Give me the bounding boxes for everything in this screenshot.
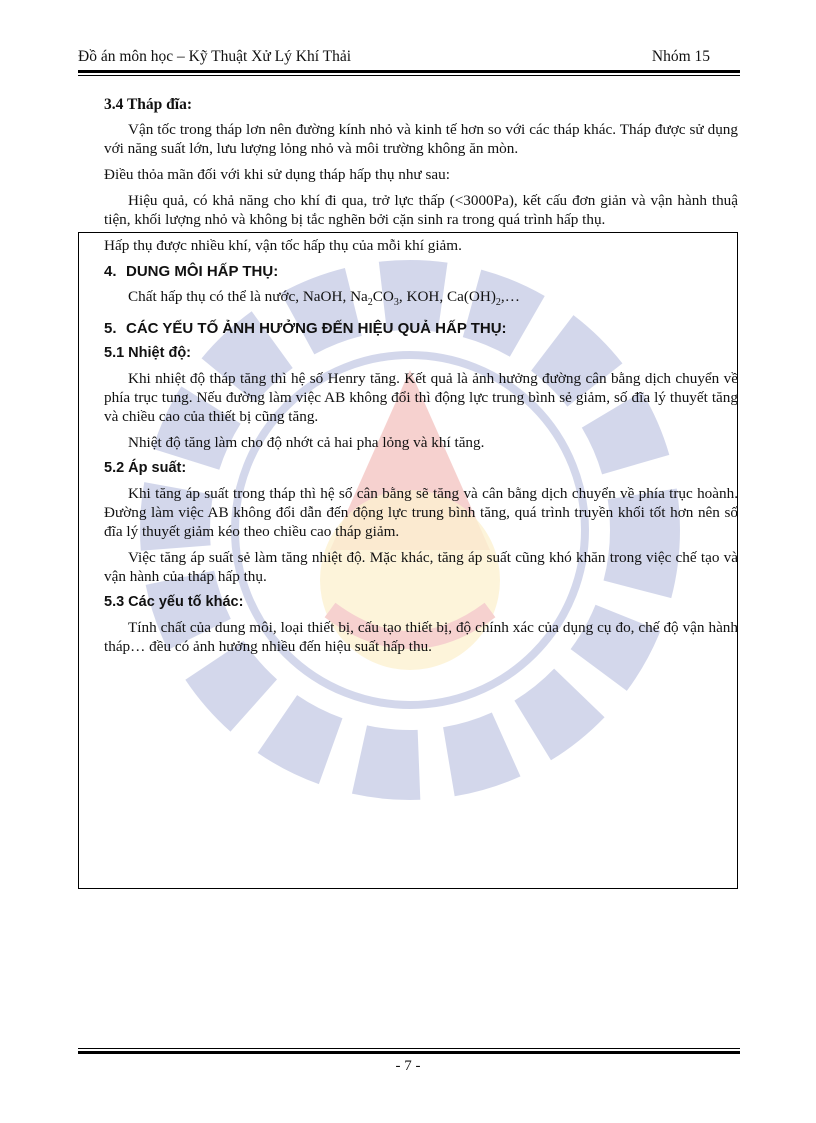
section-title: DUNG MÔI HẤP THỤ: <box>126 263 279 280</box>
paragraph: Điều thỏa mãn đối với khi sử dụng tháp hấp thụ như sau: <box>104 166 450 183</box>
heading-5 <box>104 319 738 338</box>
text-run: , KOH, Ca(OH) <box>398 288 496 305</box>
page-number: - 7 - <box>395 1058 421 1074</box>
paragraph: Nhiệt độ tăng làm cho độ nhớt cả hai pha lỏng và khí tăng. <box>128 434 485 452</box>
text-run: Chất hấp thụ có thể là nước, NaOH, Na <box>128 288 368 305</box>
heading-5-2: 5.2 Áp suất: <box>104 460 187 477</box>
paragraph: Khi nhiệt độ tháp tăng thì hệ số Henry tăng. Kết quả là ảnh hưởng đường cân bằng dịch chuyển về phía trục tung. Nếu đường làm việc AB không đổi thì động lực trung bình sẻ giảm, số đĩa lý thuyết tăng và chiều cao của thiết bị cũng tăng. <box>104 370 738 426</box>
heading-3-4: 3.4 Tháp đĩa: <box>104 96 193 113</box>
paragraph: Vận tốc trong tháp lơn nên đường kính nhỏ và kinh tế hơn so với các tháp khác. Tháp được sử dụng với năng suất lớn, lưu lượng lỏng nhỏ và môi trường không ăn mòn. <box>104 121 738 157</box>
heading-4 <box>104 262 738 281</box>
footer-rule <box>78 1048 740 1054</box>
page-header <box>78 48 738 66</box>
paragraph: Hấp thụ được nhiều khí, vận tốc hấp thụ của mỗi khí giảm. <box>104 237 462 254</box>
text-run: ,… <box>500 288 520 305</box>
paragraph: Khi tăng áp suất trong tháp thì hệ số cân bằng sẽ tăng và cân bằng dịch chuyển về phía trục hoành. Đường làm việc AB không đổi dẫn đến động lực trung bình tăng, quá trình truyền khối tốt hơn nên số đĩa lý thuyết giảm kéo theo chiều cao tháp giảm. <box>104 485 738 541</box>
subscript: 3 <box>393 297 399 309</box>
heading-5-1: 5.1 Nhiệt độ: <box>104 345 192 362</box>
subscript: 2 <box>495 297 501 309</box>
section-number: 5. <box>104 320 117 338</box>
header-rule <box>78 70 740 76</box>
text-run: CO <box>372 288 394 305</box>
paragraph: Việc tăng áp suất sẻ làm tăng nhiệt độ. Mặc khác, tăng áp suất cũng khó khăn trong việc chế tạo và vận hành của tháp hấp thụ. <box>104 549 738 586</box>
paragraph: Tính chất của dung môi, loại thiết bị, cấu tạo thiết bị, độ chính xác của dụng cụ đo, chế độ vận hành tháp… đều có ảnh hưởng nhiều đến hiệu suất hấp thu. <box>104 619 738 656</box>
section-number: 4. <box>104 263 117 280</box>
section-title: CÁC YẾU TỐ ẢNH HƯỞNG ĐẾN HIỆU QUẢ HẤP THỤ: <box>126 320 507 338</box>
group-label: Nhóm 15 <box>651 48 710 65</box>
heading-5-3: 5.3 Các yếu tố khác: <box>104 594 244 611</box>
solvent-list <box>104 287 738 312</box>
document-body <box>104 95 738 663</box>
subscript: 2 <box>367 297 373 309</box>
document-title: Đồ án môn học – Kỹ Thuật Xử Lý Khí Thải <box>78 48 352 65</box>
paragraph: Hiệu quả, có khả năng cho khí đi qua, trở lực thấp (<3000Pa), kết cấu đơn giản và vận hành thuậ tiện, khối lượng nhỏ và không bị tắc nghẽn bởi cặn sinh ra trong quá trình hấp thụ. <box>104 192 738 228</box>
